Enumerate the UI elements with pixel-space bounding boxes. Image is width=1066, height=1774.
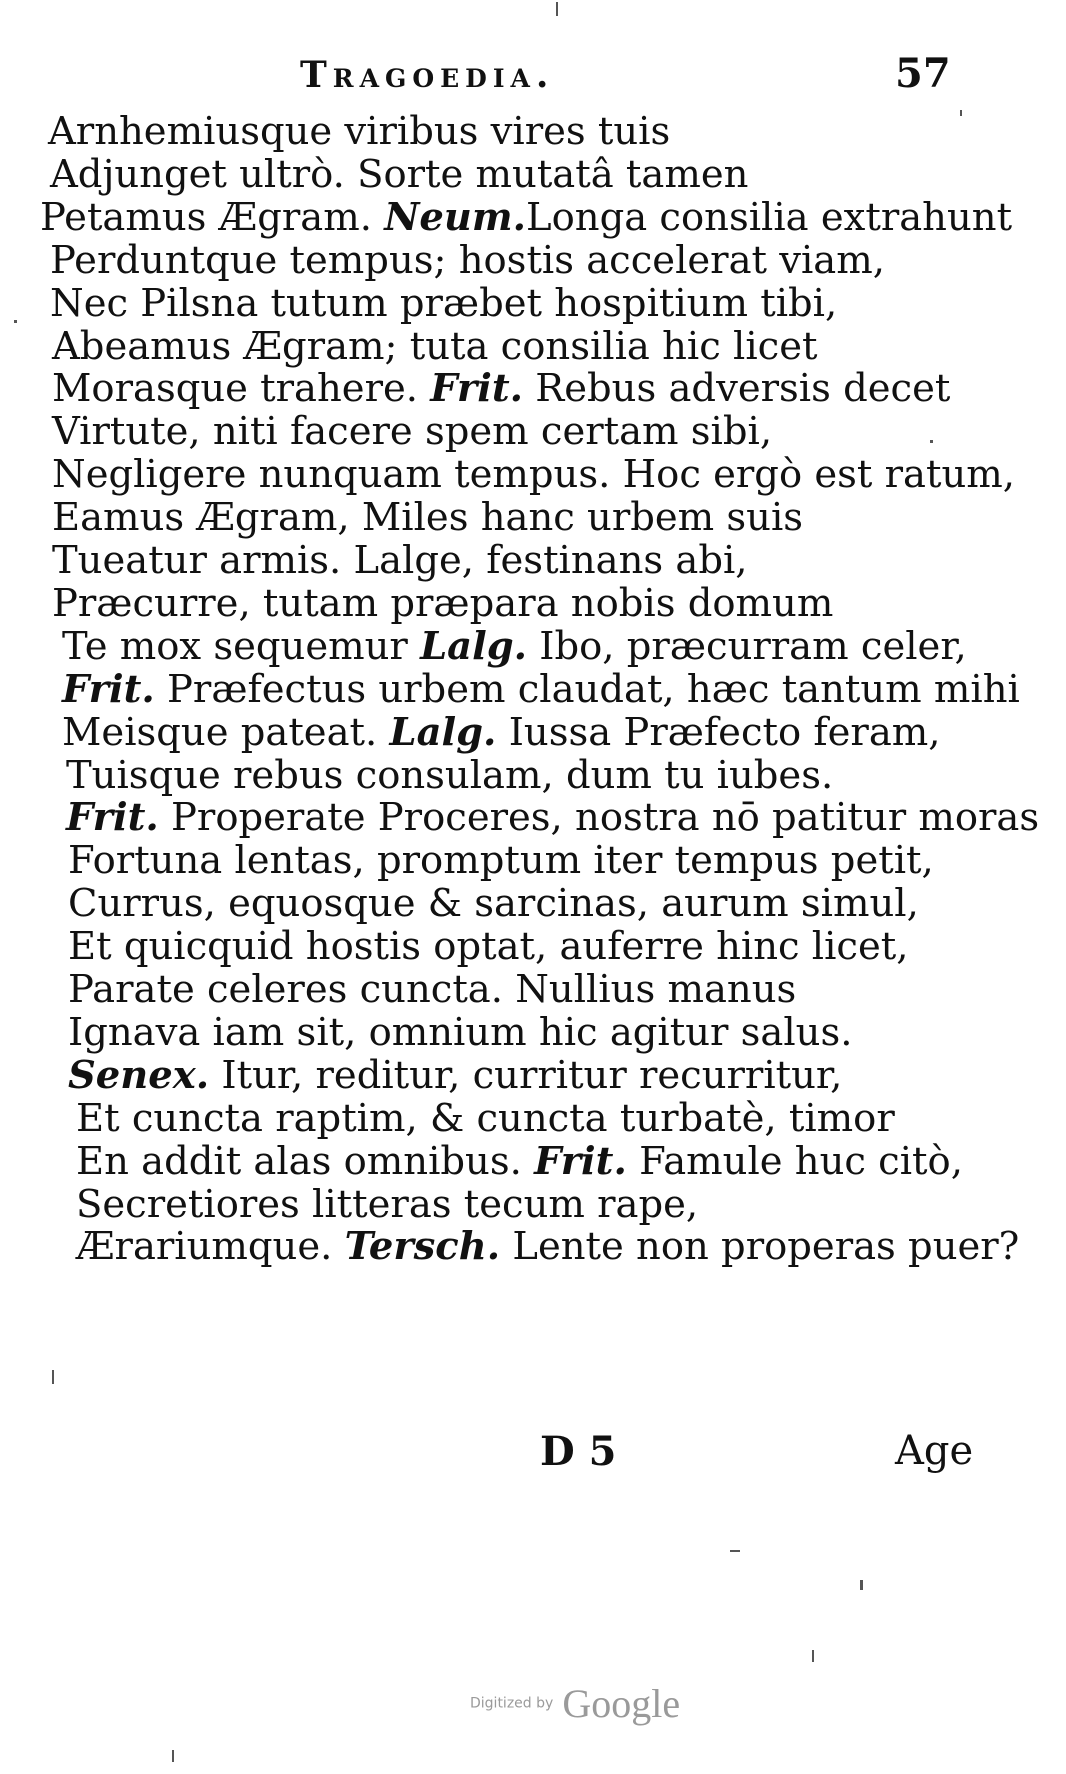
watermark-brand: Google [562, 1681, 681, 1726]
verse-text-span: Perduntque tempus; hostis accelerat viam, [50, 238, 886, 283]
verse-line [66, 794, 1039, 842]
verse-line [68, 966, 796, 1014]
verse-text-span: Secretiores litteras tecum rape, [76, 1182, 699, 1227]
verse-text-span: Lente non properas puer? [500, 1224, 1020, 1269]
verse-line [76, 1095, 895, 1143]
scan-speck [930, 440, 933, 443]
verse-text-span: Fortuna lentas, promptum iter tempus petit, [68, 838, 934, 883]
verse-line [52, 365, 950, 413]
scan-speck [860, 1580, 863, 1590]
verse-text-span: Adjunget ultrò. Sorte mutatâ tamen [50, 152, 749, 197]
verse-text-span: Negligere nunquam tempus. Hoc ergò est ratum, [52, 452, 1015, 497]
verse-line [76, 1138, 963, 1186]
speaker-name: Frit. [430, 366, 524, 411]
verse-text-span: Nec Pilsna tutum præbet hospitium tibi, [50, 281, 838, 326]
speaker-name: Lalg. [420, 624, 528, 669]
verse-line [40, 194, 1012, 242]
scan-speck [556, 2, 558, 16]
verse-text-span: En addit alas omnibus. [76, 1139, 535, 1184]
speaker-name: Frit. [62, 667, 155, 712]
verse-text-span: Tuisque rebus consulam, dum tu iubes. [66, 753, 834, 798]
verse-text-span: Præcurre, tutam præpara nobis domum [52, 581, 834, 626]
verse-text-span: Petamus Ægram. [40, 195, 385, 240]
verse-text-span: Itur, reditur, curritur recurritur, [209, 1053, 843, 1098]
speaker-name: Frit. [534, 1139, 627, 1184]
verse-text-span: Ibo, præcurram celer, [527, 624, 967, 669]
watermark-prefix: Digitized by [470, 1695, 554, 1712]
digitization-watermark [470, 1680, 680, 1727]
verse-line [50, 237, 885, 285]
verse-text-span: Ærariumque. [76, 1224, 345, 1269]
verse-text-span: Virtute, niti facere spem certam sibi, [52, 409, 773, 454]
verse-line [68, 923, 908, 971]
verse-line [62, 709, 941, 757]
verse-line [52, 537, 748, 585]
verse-text-span: Parate celeres cuncta. Nullius manus [68, 967, 797, 1012]
verse-line [76, 1181, 698, 1229]
verse-text-span: Currus, equosque & sarcinas, aurum simul, [68, 881, 919, 926]
verse-line [62, 623, 967, 671]
verse-text-span: Ignava iam sit, omnium hic agitur salus. [68, 1010, 853, 1055]
verse-line [52, 408, 772, 456]
page-header [0, 46, 1066, 106]
page-number: 57 [895, 50, 951, 97]
verse-text-span: Iussa Præfecto feram, [496, 710, 941, 755]
verse-text-span: Abeamus Ægram; tuta consilia hic licet [52, 324, 818, 369]
verse-line [68, 1009, 852, 1057]
verse-line [52, 323, 817, 371]
speaker-name: Neum. [384, 195, 527, 240]
scan-speck [960, 110, 962, 116]
verse-line [68, 837, 934, 885]
verse-text-span: Et quicquid hostis optat, auferre hinc licet, [68, 924, 909, 969]
verse-line [68, 1052, 842, 1100]
verse-text-span: Morasque trahere. [52, 366, 431, 411]
speaker-name: Lalg. [389, 710, 497, 755]
catchword: Age [895, 1428, 974, 1474]
scan-speck [52, 1370, 54, 1384]
verse-text-span: Meisque pateat. [62, 710, 390, 755]
verse-line [62, 666, 1020, 714]
verse-line [50, 151, 748, 199]
verse-line [66, 752, 833, 800]
verse-line [48, 108, 670, 156]
verse-line [68, 880, 919, 928]
running-title: Tragoedia. [300, 54, 555, 96]
verse-line [76, 1223, 1019, 1271]
verse-text-span: Te mox sequemur [62, 624, 421, 669]
verse-text-span: Eamus Ægram, Miles hanc urbem suis [52, 495, 804, 540]
verse-text-span: Præfectus urbem claudat, hæc tantum mihi [154, 667, 1020, 712]
scan-speck [812, 1650, 814, 1662]
speaker-name: Senex. [68, 1053, 210, 1098]
scan-speck [172, 1750, 174, 1762]
verse-text-span: Tueatur armis. Lalge, festinans abi, [52, 538, 748, 583]
verse-text-span: Rebus adversis decet [523, 366, 951, 411]
signature-mark: D 5 [540, 1428, 617, 1475]
verse-text-span: Properate Proceres, nostra nō patitur moras [158, 795, 1040, 840]
verse-line [52, 494, 803, 542]
speaker-name: Frit. [66, 795, 159, 840]
verse-line [52, 580, 833, 628]
verse-line [52, 451, 1015, 499]
speaker-name: Tersch. [344, 1224, 501, 1269]
verse-text-span: Arnhemiusque viribus vires tuis [48, 109, 671, 154]
verse-line [50, 280, 837, 328]
verse-text-span: Famule huc citò, [626, 1139, 963, 1184]
scan-speck [730, 1550, 740, 1552]
verse-text-span: Et cuncta raptim, & cuncta turbatè, timor [76, 1096, 895, 1141]
verse-text-span: Longa consilia extrahunt [526, 195, 1013, 240]
scan-speck [14, 320, 17, 323]
